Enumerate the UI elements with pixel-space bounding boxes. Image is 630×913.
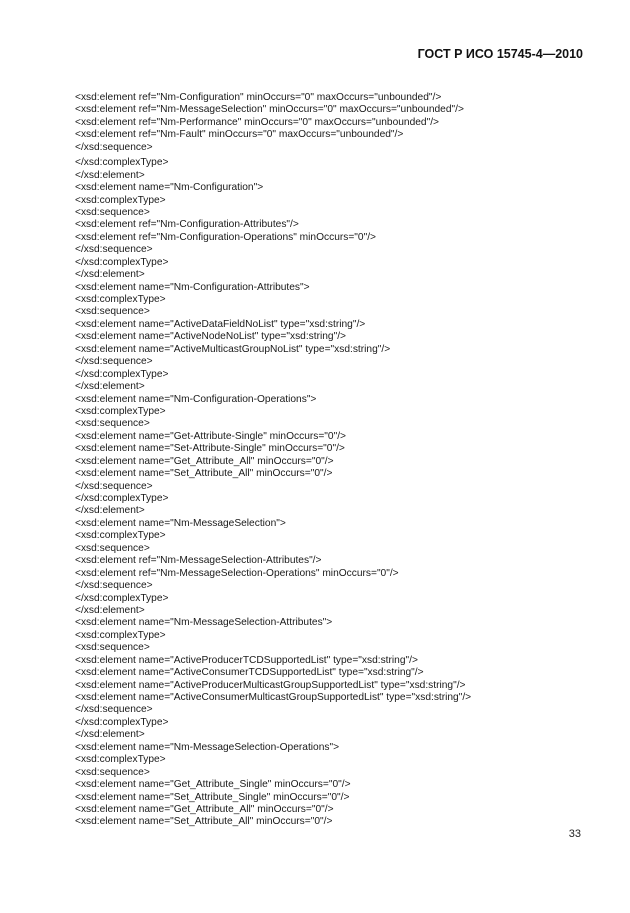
code-line: <xsd:sequence> bbox=[75, 642, 150, 654]
code-line: <xsd:sequence> bbox=[75, 206, 150, 218]
code-line: <xsd:element name="Get_Attribute_All" minOccurs="0"/> bbox=[75, 455, 334, 467]
code-line: <xsd:sequence> bbox=[75, 542, 150, 554]
code-line: <xsd:sequence> bbox=[75, 418, 150, 430]
code-line: <xsd:element name="ActiveMulticastGroupNoList" type="xsd:string"/> bbox=[75, 343, 391, 355]
code-line: <xsd:element name="ActiveProducerTCDSupportedList" type="xsd:string"/> bbox=[75, 654, 418, 666]
code-line: </xsd:complexType> bbox=[75, 368, 169, 380]
code-line: <xsd:element name="ActiveDataFieldNoList" type="xsd:string"/> bbox=[75, 318, 366, 330]
code-line: <xsd:element ref="Nm-Fault" minOccurs="0" maxOccurs="unbounded"/> bbox=[75, 129, 404, 141]
code-line: </xsd:element> bbox=[75, 505, 145, 517]
code-line: <xsd:sequence> bbox=[75, 306, 150, 318]
page-number: 33 bbox=[568, 828, 581, 840]
code-line: <xsd:element name="ActiveConsumerMulticastGroupSupportedList" type="xsd:string"/> bbox=[75, 692, 472, 703]
code-line: </xsd:element> bbox=[75, 729, 145, 741]
code-line: </xsd:complexType> bbox=[75, 157, 169, 169]
code-line: <xsd:element name="ActiveConsumerTCDSupportedList" type="xsd:string"/> bbox=[75, 667, 424, 679]
code-line: </xsd:complexType> bbox=[75, 592, 169, 604]
code-line: </xsd:sequence> bbox=[75, 141, 153, 153]
code-line: <xsd:complexType> bbox=[75, 294, 166, 305]
code-line: </xsd:sequence> bbox=[75, 244, 153, 256]
code-line: <xsd:element name="Nm-MessageSelection-Attributes"> bbox=[75, 617, 333, 629]
code-line: <xsd:element name="Get_Attribute_Single" minOccurs="0"/> bbox=[75, 779, 351, 791]
code-line: </xsd:element> bbox=[75, 269, 145, 281]
code-line: <xsd:element name="ActiveNodeNoList" type="xsd:string"/> bbox=[75, 331, 346, 343]
code-line: </xsd:sequence> bbox=[75, 356, 153, 368]
code-line: <xsd:element name="Nm-MessageSelection"> bbox=[75, 517, 286, 529]
code-line: <xsd:element name="Get_Attribute_All" minOccurs="0"/> bbox=[75, 803, 334, 815]
code-line: <xsd:element ref="Nm-MessageSelection" minOccurs="0" maxOccurs="unbounded"/> bbox=[75, 104, 464, 116]
code-line: </xsd:element> bbox=[75, 381, 145, 393]
code-line: <xsd:sequence> bbox=[75, 766, 150, 778]
code-line: <xsd:element ref="Nm-Configuration-Attributes"/> bbox=[75, 219, 299, 231]
code-line: <xsd:element name="Nm-Configuration"> bbox=[75, 182, 264, 194]
code-line: </xsd:element> bbox=[75, 604, 145, 616]
code-line: <xsd:element name="Get-Attribute-Single" minOccurs="0"/> bbox=[75, 430, 346, 442]
document-header-standard-id: ГОСТ Р ИСО 15745-4—2010 bbox=[417, 47, 583, 61]
code-line: <xsd:complexType> bbox=[75, 405, 166, 417]
code-line: <xsd:element name="ActiveProducerMulticastGroupSupportedList" type="xsd:string"/> bbox=[75, 679, 466, 691]
code-line: <xsd:element name="Set_Attribute_All" minOccurs="0"/> bbox=[75, 816, 333, 828]
code-line: <xsd:element ref="Nm-MessageSelection-Operations" minOccurs="0"/> bbox=[75, 567, 399, 579]
code-line: </xsd:sequence> bbox=[75, 580, 153, 592]
code-line: <xsd:element name="Set-Attribute-Single" minOccurs="0"/> bbox=[75, 443, 345, 455]
code-line: <xsd:element name="Set_Attribute_All" minOccurs="0"/> bbox=[75, 468, 333, 480]
code-line: </xsd:sequence> bbox=[75, 480, 153, 492]
code-line: </xsd:complexType> bbox=[75, 716, 169, 728]
code-line: <xsd:complexType> bbox=[75, 754, 166, 766]
code-line: <xsd:element name="Nm-Configuration-Operations"> bbox=[75, 393, 317, 405]
code-line: </xsd:complexType> bbox=[75, 256, 169, 268]
code-line: <xsd:complexType> bbox=[75, 629, 166, 641]
code-line: </xsd:sequence> bbox=[75, 704, 153, 716]
code-line: <xsd:complexType> bbox=[75, 530, 166, 542]
code-line: </xsd:element> bbox=[75, 169, 145, 181]
code-line: <xsd:element name="Nm-MessageSelection-Operations"> bbox=[75, 741, 340, 753]
code-line: <xsd:element ref="Nm-MessageSelection-Attributes"/> bbox=[75, 555, 322, 567]
code-line: <xsd:element name="Nm-Configuration-Attributes"> bbox=[75, 281, 310, 293]
code-line: <xsd:element ref="Nm-Performance" minOccurs="0" maxOccurs="unbounded"/> bbox=[75, 116, 439, 128]
xsd-code-listing bbox=[75, 92, 471, 829]
code-line: <xsd:element ref="Nm-Configuration-Operations" minOccurs="0"/> bbox=[75, 231, 376, 243]
code-line: <xsd:element ref="Nm-Configuration" minOccurs="0" maxOccurs="unbounded"/> bbox=[75, 92, 442, 103]
code-line: <xsd:element name="Set_Attribute_Single" minOccurs="0"/> bbox=[75, 791, 350, 803]
code-line: </xsd:complexType> bbox=[75, 493, 169, 504]
code-line: <xsd:complexType> bbox=[75, 194, 166, 206]
